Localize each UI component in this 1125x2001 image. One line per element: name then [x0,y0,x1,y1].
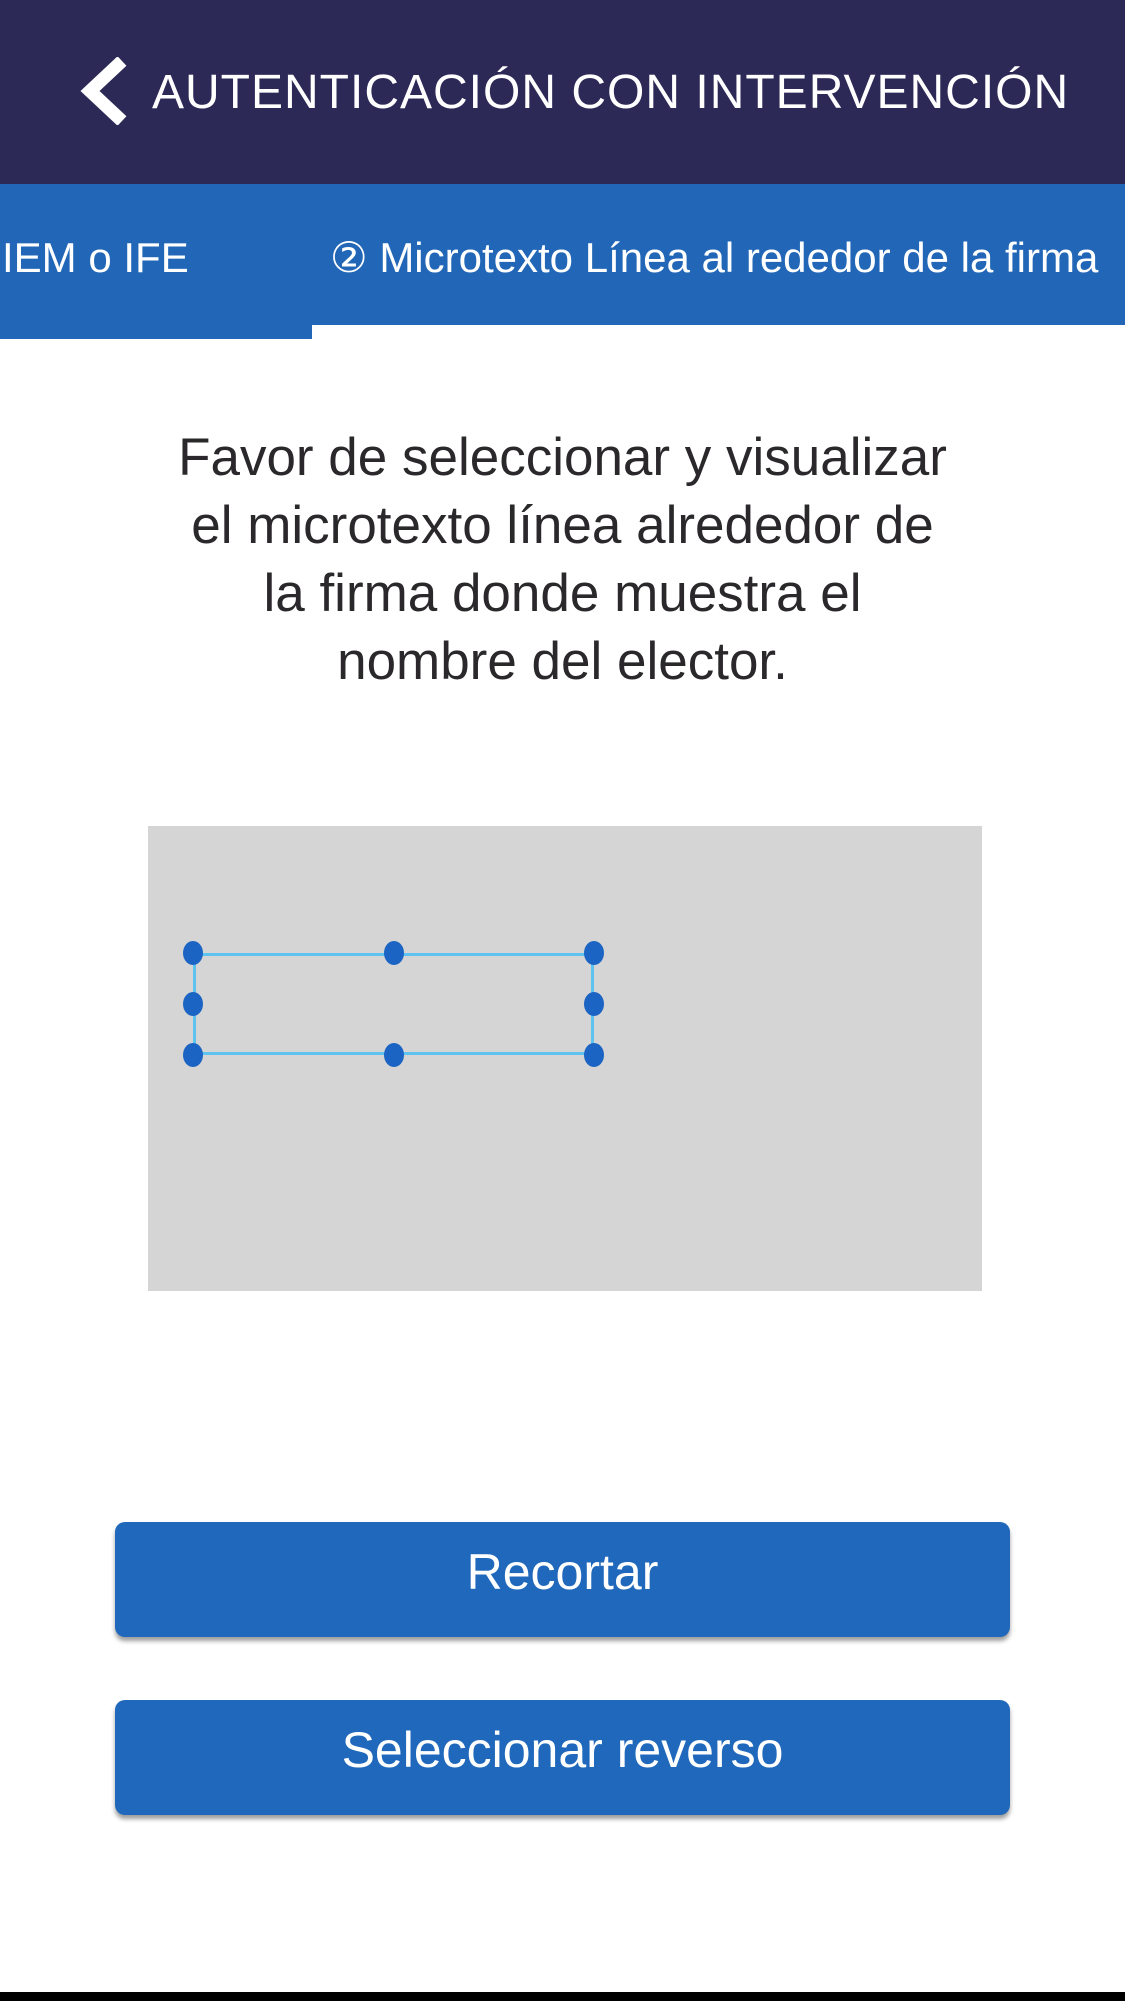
tab-frente-ife[interactable]: IEM o IFE [2,233,189,281]
document-image-canvas [148,826,982,1291]
crop-handle-bottom-left[interactable] [183,1043,203,1067]
crop-selection[interactable] [193,953,594,1055]
instruction-line: la firma donde muestra el [263,564,862,623]
page-title: AUTENTICACIÓN CON INTERVENCIÓN [152,65,1070,119]
crop-handle-bottom-center[interactable] [384,1043,404,1067]
instruction-line: Favor de seleccionar y visualizar [178,428,947,487]
step-tabbar [0,184,1125,325]
crop-handle-middle-right[interactable] [584,992,604,1016]
instruction-line: nombre del elector. [337,632,788,691]
crop-handle-top-right[interactable] [584,941,604,965]
recortar-button[interactable]: Recortar [115,1522,1010,1637]
crop-handle-bottom-right[interactable] [584,1043,604,1067]
bottom-bar [0,1992,1125,2001]
crop-handle-middle-left[interactable] [183,992,203,1016]
crop-handle-top-left[interactable] [183,941,203,965]
active-tab-indicator [0,325,312,339]
tab-microtexto-firma[interactable]: ② Microtexto Línea al rededor de la firma [330,234,1099,281]
instruction-line: el microtexto línea alrededor de [191,496,934,555]
back-button[interactable] [63,48,143,138]
chevron-left-icon [76,57,130,130]
seleccionar-reverso-button[interactable]: Seleccionar reverso [115,1700,1010,1815]
crop-handle-top-center[interactable] [384,941,404,965]
instruction-text [0,424,1125,696]
header [0,0,1125,184]
